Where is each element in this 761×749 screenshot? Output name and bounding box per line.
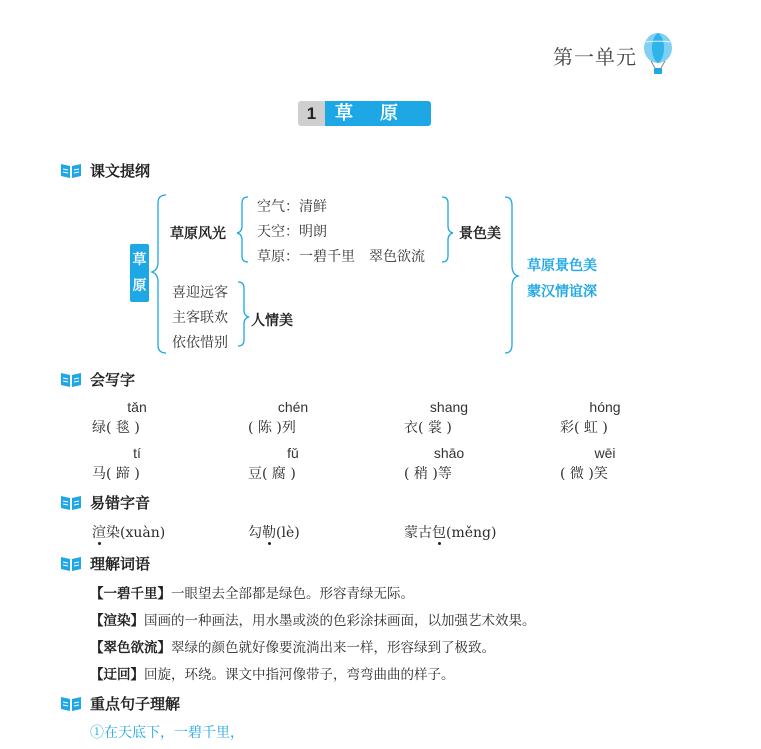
pinyin: fǔ bbox=[287, 445, 299, 461]
pinyin: shang bbox=[429, 399, 469, 415]
section-vocab-heading bbox=[60, 553, 150, 573]
char-item bbox=[248, 445, 338, 483]
char-item bbox=[560, 445, 650, 483]
char-word: 绿( 毯 ) bbox=[92, 420, 140, 436]
misread-item bbox=[92, 522, 165, 542]
char-word: 豆( 腐 ) bbox=[248, 466, 296, 482]
book-icon bbox=[60, 370, 82, 388]
vocab-item bbox=[90, 582, 414, 602]
pinyin: tǎn bbox=[127, 399, 147, 415]
vocab-term: 【渲染】 bbox=[90, 613, 144, 628]
vocab-item bbox=[90, 609, 536, 629]
vocab-def: 一眼望去全部都是绿色。形容青绿无际。 bbox=[171, 586, 414, 602]
char-word: 马( 蹄 ) bbox=[92, 466, 140, 482]
section-title: 易错字音 bbox=[90, 494, 151, 512]
section-title: 理解词语 bbox=[90, 555, 151, 573]
char-item bbox=[92, 399, 182, 437]
pinyin: hóng bbox=[589, 399, 621, 415]
key-sentence: ①在天底下，一碧千里， bbox=[90, 725, 244, 741]
lesson-name: 草原 bbox=[325, 101, 431, 126]
pinyin: wēi bbox=[594, 445, 616, 461]
vocab-def: 回旋，环绕。课文中指河像带子，弯弯曲曲的样子。 bbox=[144, 667, 455, 683]
outline-item: 空气：清鲜 bbox=[257, 199, 327, 215]
char-word: ( 微 )笑 bbox=[560, 466, 608, 482]
unit-title: 第一单元 bbox=[553, 47, 637, 69]
root-char: 原 bbox=[132, 277, 147, 293]
vocab-def: 翠绿的颜色就好像要流淌出来一样，形容绿到了极致。 bbox=[171, 640, 495, 656]
book-icon bbox=[60, 694, 82, 712]
outline-branch1-label: 草原风光 bbox=[170, 225, 226, 241]
char-word: 彩( 虹 ) bbox=[560, 420, 608, 436]
section-sentences-heading bbox=[60, 693, 180, 713]
section-write-chars-heading bbox=[60, 369, 135, 389]
dotted-char: 包 bbox=[432, 525, 446, 541]
book-icon bbox=[60, 493, 82, 511]
vocab-term: 【一碧千里】 bbox=[90, 586, 171, 601]
outline-item: 依依惜别 bbox=[172, 335, 228, 351]
dotted-char: 勒 bbox=[262, 525, 276, 541]
misread-rest: 染(xuàn) bbox=[106, 525, 166, 541]
char-word: ( 稍 )等 bbox=[404, 466, 452, 482]
outline-summary-people: 人情美 bbox=[251, 312, 293, 328]
vocab-def: 国画的一种画法，用水墨或淡的色彩涂抹画面，以加强艺术效果。 bbox=[144, 613, 536, 629]
outline-item: 喜迎远客 bbox=[172, 285, 228, 301]
outline-item: 主客联欢 bbox=[172, 310, 228, 326]
misread-pre: 勾 bbox=[248, 525, 262, 541]
char-item bbox=[404, 399, 494, 437]
char-item bbox=[248, 399, 338, 437]
root-char: 草 bbox=[132, 251, 147, 267]
lesson-number: 1 bbox=[298, 101, 325, 126]
outline-summary-scenery: 景色美 bbox=[459, 225, 501, 241]
char-item bbox=[92, 445, 182, 483]
vocab-term: 【翠色欲流】 bbox=[90, 640, 171, 655]
vocab-item bbox=[90, 663, 455, 683]
misread-rest: (lè) bbox=[276, 525, 300, 541]
vocab-term: 【迂回】 bbox=[90, 667, 144, 682]
book-icon bbox=[60, 554, 82, 572]
char-word: ( 陈 )列 bbox=[248, 420, 296, 436]
misread-pre: 蒙古 bbox=[404, 525, 432, 541]
dotted-char: 渲 bbox=[92, 525, 106, 541]
misread-rest: (měng) bbox=[446, 525, 497, 541]
section-title: 课文提纲 bbox=[90, 162, 151, 180]
vocab-item bbox=[90, 636, 495, 656]
char-item bbox=[560, 399, 650, 437]
pinyin: tí bbox=[133, 445, 141, 461]
section-title: 重点句子理解 bbox=[90, 695, 181, 713]
char-word: 衣( 裳 ) bbox=[404, 420, 452, 436]
outline-item: 草原：一碧千里 翠色欲流 bbox=[257, 249, 425, 265]
pinyin: shāo bbox=[433, 445, 465, 461]
outline-item: 天空：明朗 bbox=[257, 224, 327, 240]
section-title: 会写字 bbox=[90, 371, 136, 389]
char-item bbox=[404, 445, 494, 483]
outline-conclusion: 草原景色美 bbox=[527, 257, 597, 273]
section-misread-heading bbox=[60, 492, 150, 512]
misread-item bbox=[404, 522, 496, 542]
pinyin: chén bbox=[277, 399, 309, 415]
misread-item bbox=[248, 522, 300, 542]
outline-conclusion: 蒙汉情谊深 bbox=[527, 283, 597, 299]
